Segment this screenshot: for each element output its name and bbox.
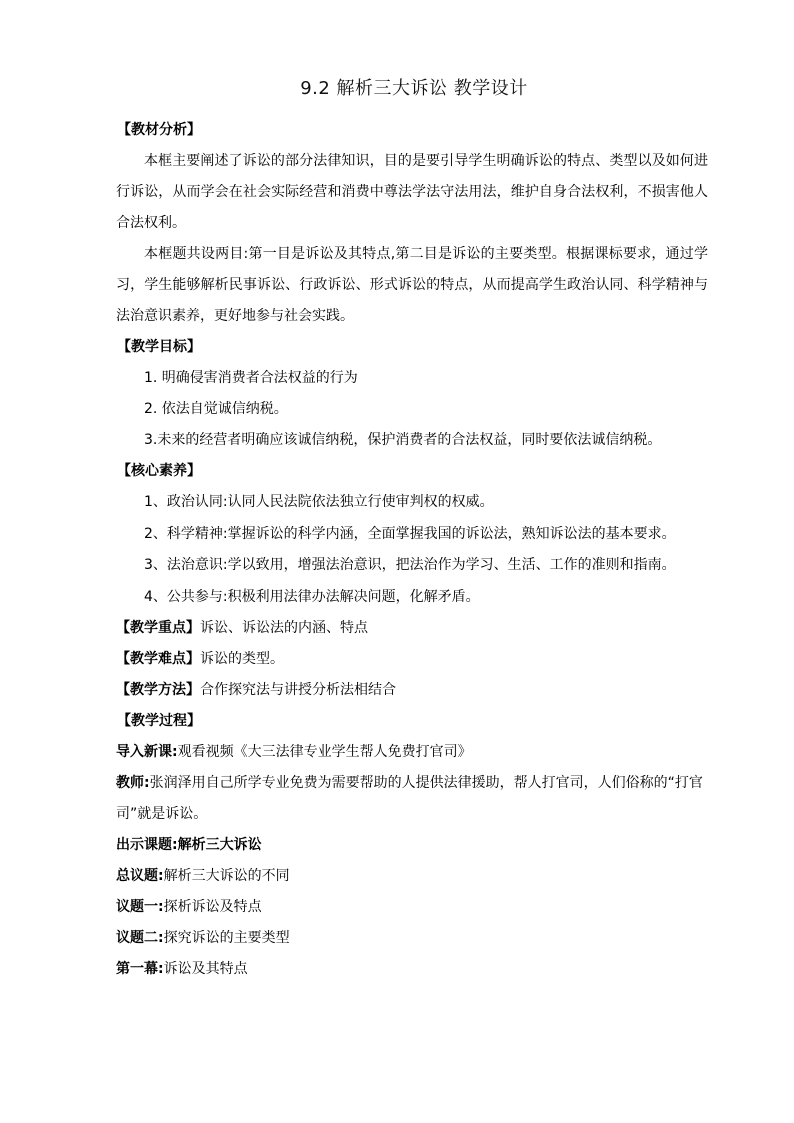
key-points-label: 【教学重点】 bbox=[116, 620, 200, 636]
process-general-label: 总议题: bbox=[116, 868, 164, 884]
process-issue1-row bbox=[116, 892, 708, 923]
process-issue1-text: 探析诉讼及特点 bbox=[163, 899, 262, 915]
literacy-item-1: 1、政治认同:认同人民法院依法独立行使审判权的权威。 bbox=[144, 494, 494, 510]
materials-paragraph-1: 本框主要阐述了诉讼的部分法律知识，目的是要引导学生明确诉讼的特点、类型以及如何进行诉讼，从而学会在社会实际经营和消费中尊法学法守法用法，维护自身合法权利，不损害他人合法权利。 bbox=[116, 153, 708, 231]
process-intro-row bbox=[116, 737, 708, 768]
process-topic-row bbox=[116, 830, 708, 861]
process-act1-row bbox=[116, 954, 708, 985]
process-general-text: 解析三大诉讼的不同 bbox=[163, 868, 290, 884]
difficulties-row bbox=[116, 644, 708, 675]
section-heading-literacy: 【核心素养】 bbox=[117, 463, 201, 479]
document-title: 9.2 解析三大诉讼 教学设计 bbox=[300, 78, 528, 99]
objective-item-1: 1. 明确侵害消费者合法权益的行为 bbox=[144, 370, 358, 386]
process-issue2-row bbox=[116, 923, 708, 954]
process-act1-text: 诉讼及其特点 bbox=[163, 961, 248, 977]
materials-paragraph-2: 本框题共设两目:第一目是诉讼及其特点,第二目是诉讼的主要类型。根据课标要求，通过学习，学生能够解析民事诉讼、行政诉讼、形式诉讼的特点，从而提高学生政治认同、科学精神与法治意识素养，更好地参与社会实践。 bbox=[116, 246, 708, 324]
document-body bbox=[116, 115, 708, 985]
process-issue2-label: 议题二: bbox=[116, 930, 164, 946]
objective-item-2: 2. 依法自觉诚信纳税。 bbox=[144, 401, 288, 417]
process-issue2-text: 探究诉讼的主要类型 bbox=[163, 930, 290, 946]
process-intro-text: 观看视频《大三法律专业学生帮人免费打官司》 bbox=[177, 744, 472, 760]
process-topic-text: 解析三大诉讼 bbox=[177, 837, 262, 853]
difficulties-text: 诉讼的类型。 bbox=[200, 651, 284, 667]
literacy-item-2: 2、科学精神:掌握诉讼的科学内涵，全面掌握我国的诉讼法，熟知诉讼法的基本要求。 bbox=[144, 525, 676, 542]
process-act1-label: 第一幕: bbox=[116, 961, 164, 977]
process-teacher-row bbox=[116, 768, 708, 830]
section-heading-objectives: 【教学目标】 bbox=[117, 339, 201, 355]
objective-item-3: 3.未来的经营者明确应该诚信纳税，保护消费者的合法权益，同时要依法诚信纳税。 bbox=[144, 432, 662, 448]
methods-row bbox=[116, 675, 708, 706]
methods-text: 合作探究法与讲授分析法相结合 bbox=[200, 682, 396, 698]
process-topic-label: 出示课题: bbox=[116, 837, 178, 853]
key-points-row bbox=[116, 613, 708, 644]
methods-label: 【教学方法】 bbox=[116, 682, 200, 698]
literacy-item-4: 4、公共参与:积极利用法律办法解决问题，化解矛盾。 bbox=[144, 588, 480, 605]
process-general-row bbox=[116, 861, 708, 892]
literacy-item-3: 3、法治意识:学以致用，增强法治意识，把法治作为学习、生活、工作的准则和指南。 bbox=[144, 557, 676, 573]
process-teacher-text: 张润泽用自己所学专业免费为需要帮助的人提供法律援助，帮人打官司，人们俗称的“打官司”就是诉讼。 bbox=[116, 775, 703, 822]
difficulties-label: 【教学难点】 bbox=[116, 651, 200, 667]
process-intro-label: 导入新课: bbox=[116, 744, 178, 760]
section-heading-materials: 【教材分析】 bbox=[117, 122, 201, 138]
process-issue1-label: 议题一: bbox=[116, 899, 164, 915]
section-heading-process: 【教学过程】 bbox=[117, 713, 201, 729]
process-teacher-label: 教师: bbox=[116, 775, 150, 791]
key-points-text: 诉讼、诉讼法的内涵、特点 bbox=[200, 620, 368, 636]
